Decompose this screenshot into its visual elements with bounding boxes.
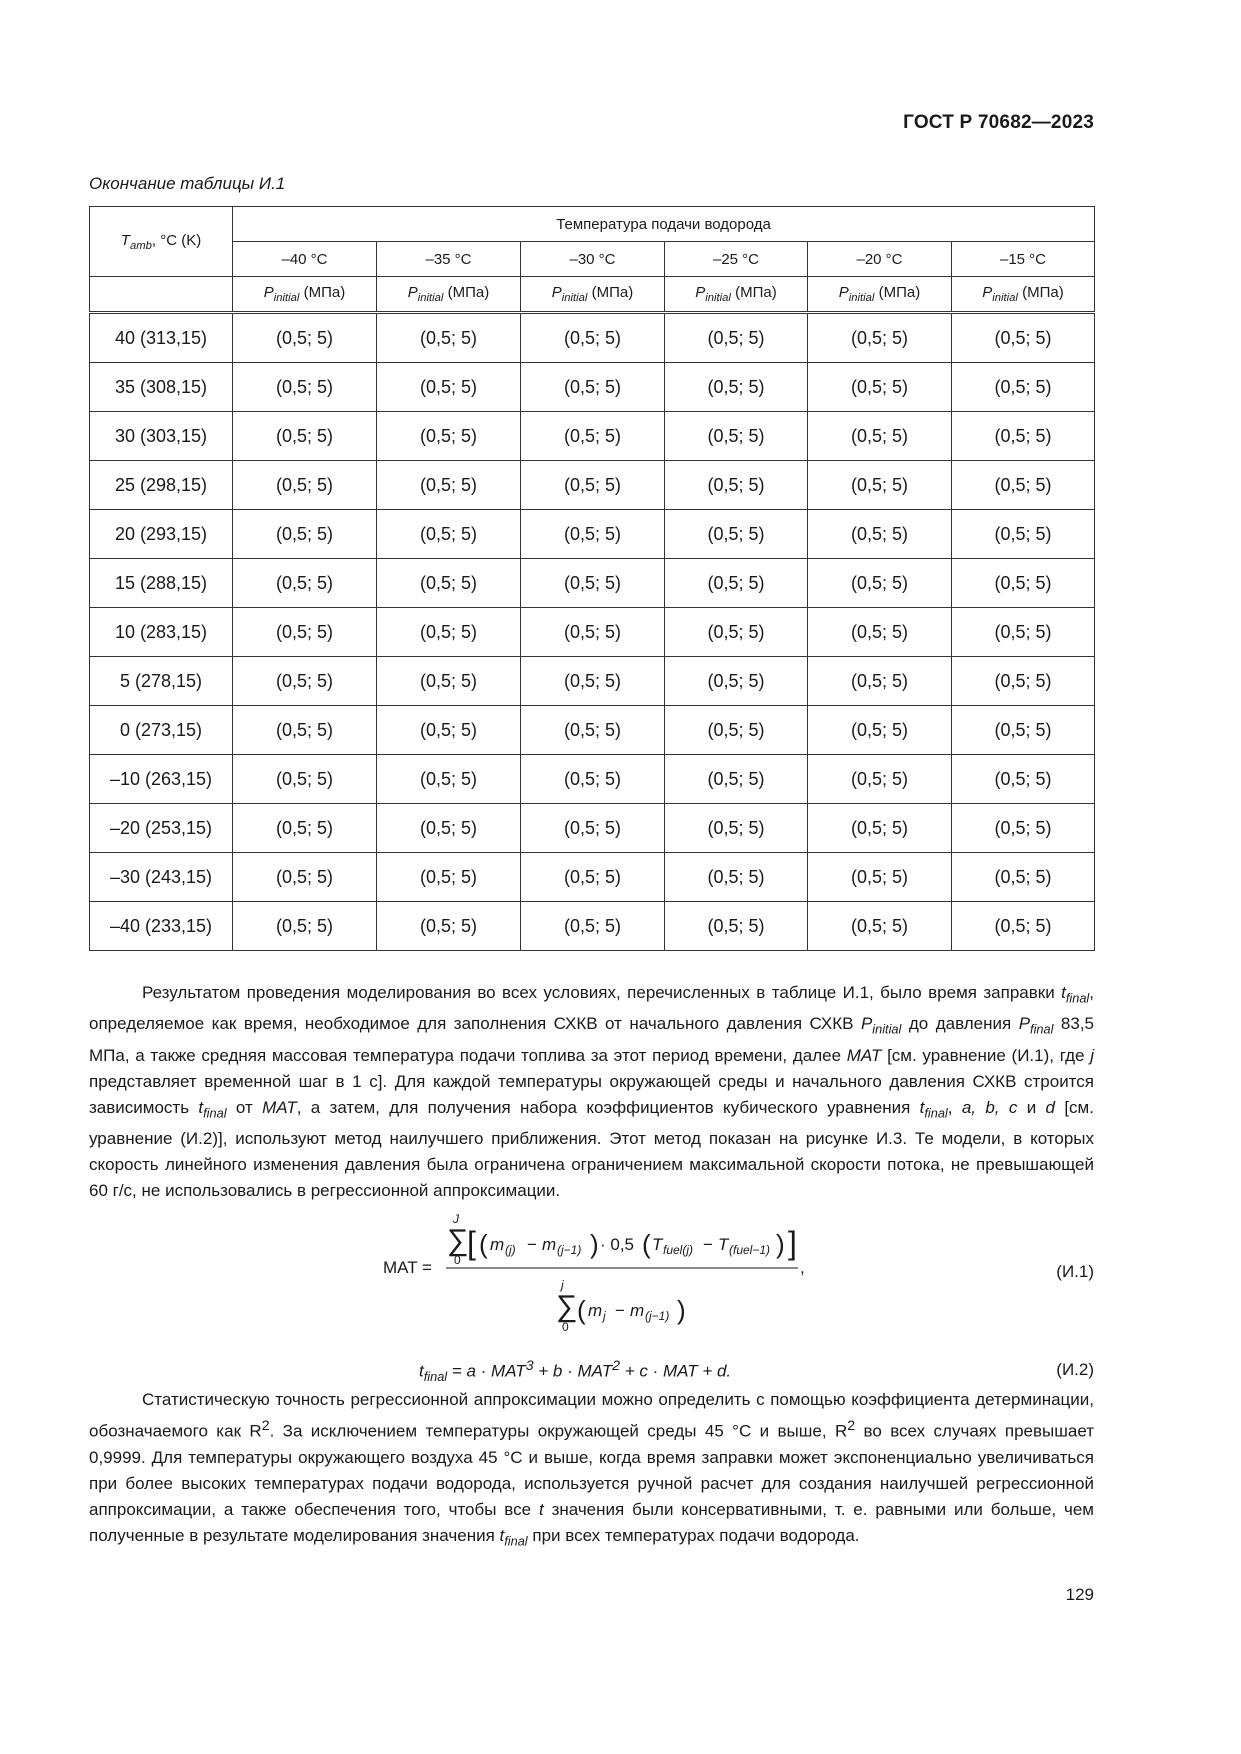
sum-lower: 0	[454, 1253, 461, 1267]
table-cell: (0,5; 5)	[233, 313, 377, 363]
table-cell: (0,5; 5)	[521, 853, 665, 902]
table-cell: (0,5; 5)	[952, 461, 1095, 510]
table-cell: (0,5; 5)	[665, 510, 808, 559]
group-header: Температура подачи водорода	[233, 207, 1095, 242]
table-cell: (0,5; 5)	[952, 657, 1095, 706]
svg-text:): )	[590, 1229, 599, 1259]
table-cell: (0,5; 5)	[808, 755, 952, 804]
svg-text:T: T	[652, 1235, 663, 1254]
table-cell: (0,5; 5)	[233, 608, 377, 657]
table-cell: (0,5; 5)	[377, 804, 521, 853]
table-cell: (0,5; 5)	[808, 853, 952, 902]
table-cell: (0,5; 5)	[808, 461, 952, 510]
table-cell: (0,5; 5)	[377, 559, 521, 608]
temperature-header: –20 °C	[808, 242, 952, 277]
table-cell: (0,5; 5)	[665, 902, 808, 951]
row-label: –30 (243,15)	[90, 853, 233, 902]
table-cell: (0,5; 5)	[808, 902, 952, 951]
svg-text:j: j	[561, 1278, 564, 1292]
table-row	[90, 313, 1095, 363]
table-cell: (0,5; 5)	[808, 412, 952, 461]
table-cell: (0,5; 5)	[377, 412, 521, 461]
table-cell: (0,5; 5)	[233, 902, 377, 951]
svg-text:(j−1): (j−1)	[557, 1243, 582, 1257]
table-cell: (0,5; 5)	[665, 313, 808, 363]
svg-text:−: −	[703, 1235, 713, 1254]
table-cell: (0,5; 5)	[808, 608, 952, 657]
svg-text:T: T	[718, 1235, 729, 1254]
table-cell: (0,5; 5)	[233, 461, 377, 510]
table-row	[90, 804, 1095, 853]
svg-text:): )	[776, 1229, 785, 1259]
table-cell: (0,5; 5)	[665, 706, 808, 755]
table-cell: (0,5; 5)	[377, 461, 521, 510]
data-table	[89, 206, 1095, 951]
equation-number-1: (И.1)	[1056, 1262, 1094, 1281]
table-cell: (0,5; 5)	[521, 608, 665, 657]
table-cell: (0,5; 5)	[377, 510, 521, 559]
table-cell: (0,5; 5)	[521, 510, 665, 559]
table-cell: (0,5; 5)	[808, 559, 952, 608]
table-cell: (0,5; 5)	[233, 363, 377, 412]
svg-text:m: m	[588, 1301, 603, 1320]
table-cell: (0,5; 5)	[377, 313, 521, 363]
pressure-header: $P_{initial}$ (МПа)	[521, 277, 665, 313]
table-cell: (0,5; 5)	[521, 412, 665, 461]
row-label: –40 (233,15)	[90, 902, 233, 951]
row-label: 40 (313,15)	[90, 313, 233, 363]
svg-text:m: m	[490, 1235, 505, 1254]
table-cell: (0,5; 5)	[808, 313, 952, 363]
svg-text:): )	[677, 1295, 686, 1325]
table-cell: (0,5; 5)	[377, 853, 521, 902]
table-cell: (0,5; 5)	[521, 804, 665, 853]
row-label: 30 (303,15)	[90, 412, 233, 461]
sum-upper: J	[453, 1212, 459, 1226]
table-cell: (0,5; 5)	[952, 804, 1095, 853]
paragraph-results: Результатом проведения моделирования во всех условиях, перечисленных в таблице И.1, было время заправки $t_{final}$, определяемое как время, необходимое для заполнения СХКВ от начального давления СХКВ $P_{initial}$ до давления $P_{final}$ 83,5 МПа, а также средняя массовая температура подачи топлива за этот период времени, далее MAT [см. уравнение (И.1), где j представляет временной шаг в 1 с]. Для каждой температуры окружающей среды и начального давления СХКВ строится зависимость $t_{final}$ от MAT, а затем, для получения набора коэффициентов кубического уравнения $t_{final}$, a, b, c и d [см. уравнение (И.2)], используют метод наилучшего приближения. Этот метод показан на рисунке И.3. Те модели, в которых скорость линейного изменения давления была ограничена ограничением максимальной скорости потока, не превышающей 60 г/с, не использовались в регрессионной аппроксимации.	[89, 983, 1094, 1201]
corner-header: $T_{amb}$, °C (K)	[90, 207, 233, 277]
table-cell: (0,5; 5)	[233, 706, 377, 755]
svg-text:0: 0	[562, 1320, 569, 1334]
row-label: 10 (283,15)	[90, 608, 233, 657]
svg-text:j: j	[603, 1309, 606, 1323]
table-cell: (0,5; 5)	[665, 608, 808, 657]
corner-header-blank	[90, 277, 233, 313]
temperature-header: –15 °C	[952, 242, 1095, 277]
temperature-header: –40 °C	[233, 242, 377, 277]
svg-text:(: (	[642, 1229, 651, 1259]
svg-text:−: −	[615, 1301, 625, 1320]
table-cell: (0,5; 5)	[521, 706, 665, 755]
table-cell: (0,5; 5)	[377, 657, 521, 706]
table-cell: (0,5; 5)	[521, 461, 665, 510]
svg-text:]: ]	[788, 1225, 797, 1261]
formula-tfinal: $t_{final} = a \cdot MAT^3 + b \cdot MAT^2 + c$ · MAT + d.	[419, 1358, 732, 1385]
table-row	[90, 706, 1095, 755]
table-cell: (0,5; 5)	[521, 902, 665, 951]
pressure-header: $P_{initial}$ (МПа)	[377, 277, 521, 313]
svg-text:(fuel−1): (fuel−1)	[729, 1243, 771, 1257]
table-cell: (0,5; 5)	[952, 755, 1095, 804]
table-cell: (0,5; 5)	[665, 559, 808, 608]
table-cell: (0,5; 5)	[377, 755, 521, 804]
row-label: –10 (263,15)	[90, 755, 233, 804]
temperature-header: –25 °C	[665, 242, 808, 277]
table-cell: (0,5; 5)	[521, 657, 665, 706]
table-cell: (0,5; 5)	[665, 461, 808, 510]
formula-mat	[380, 1212, 820, 1342]
table-cell: (0,5; 5)	[665, 853, 808, 902]
table-cell: (0,5; 5)	[233, 755, 377, 804]
table-cell: (0,5; 5)	[665, 755, 808, 804]
table-row	[90, 853, 1095, 902]
svg-text:(j): (j)	[505, 1243, 516, 1257]
equation-number-2: (И.2)	[1056, 1360, 1094, 1379]
table-cell: (0,5; 5)	[377, 608, 521, 657]
table-row	[90, 510, 1095, 559]
svg-text:(: (	[577, 1295, 586, 1325]
table-row	[90, 657, 1095, 706]
row-label: 35 (308,15)	[90, 363, 233, 412]
row-label: 25 (298,15)	[90, 461, 233, 510]
table-cell: (0,5; 5)	[665, 804, 808, 853]
table-cell: (0,5; 5)	[808, 804, 952, 853]
table-cell: (0,5; 5)	[952, 706, 1095, 755]
table-row	[90, 461, 1095, 510]
svg-text:m: m	[542, 1235, 557, 1254]
paren-open: (	[479, 1229, 488, 1259]
pressure-header: $P_{initial}$ (МПа)	[665, 277, 808, 313]
table-cell: (0,5; 5)	[952, 313, 1095, 363]
table-cell: (0,5; 5)	[233, 657, 377, 706]
table-cell: (0,5; 5)	[233, 412, 377, 461]
svg-text:(j−1): (j−1)	[645, 1309, 670, 1323]
table-cell: (0,5; 5)	[377, 902, 521, 951]
table-cell: (0,5; 5)	[808, 363, 952, 412]
table-row	[90, 412, 1095, 461]
svg-text:· 0,5: · 0,5	[600, 1235, 635, 1254]
pressure-header: $P_{initial}$ (МПа)	[952, 277, 1095, 313]
table-cell: (0,5; 5)	[377, 363, 521, 412]
table-cell: (0,5; 5)	[952, 608, 1095, 657]
temperature-header: –30 °C	[521, 242, 665, 277]
svg-text:−: −	[527, 1235, 537, 1254]
table-cell: (0,5; 5)	[377, 706, 521, 755]
table-cell: (0,5; 5)	[665, 657, 808, 706]
table-caption: Окончание таблицы И.1	[89, 174, 286, 193]
table-cell: (0,5; 5)	[952, 363, 1095, 412]
row-label: 0 (273,15)	[90, 706, 233, 755]
row-label: 5 (278,15)	[90, 657, 233, 706]
table-cell: (0,5; 5)	[952, 902, 1095, 951]
table-row	[90, 608, 1095, 657]
table-cell: (0,5; 5)	[521, 559, 665, 608]
table-row	[90, 755, 1095, 804]
table-cell: (0,5; 5)	[808, 510, 952, 559]
row-label: 15 (288,15)	[90, 559, 233, 608]
table-cell: (0,5; 5)	[952, 412, 1095, 461]
svg-text:∑: ∑	[556, 1290, 578, 1323]
table-cell: (0,5; 5)	[665, 363, 808, 412]
table-row	[90, 902, 1095, 951]
svg-text:,: ,	[800, 1258, 805, 1277]
formula-lhs: MAT =	[383, 1258, 432, 1277]
table-cell: (0,5; 5)	[233, 510, 377, 559]
svg-text:fuel(j): fuel(j)	[663, 1243, 694, 1257]
table-cell: (0,5; 5)	[952, 510, 1095, 559]
table-cell: (0,5; 5)	[521, 363, 665, 412]
svg-text:m: m	[630, 1301, 645, 1320]
table-cell: (0,5; 5)	[808, 706, 952, 755]
table-cell: (0,5; 5)	[521, 755, 665, 804]
table-cell: (0,5; 5)	[233, 804, 377, 853]
table-cell: (0,5; 5)	[521, 313, 665, 363]
table-row	[90, 363, 1095, 412]
table-cell: (0,5; 5)	[952, 559, 1095, 608]
table-row	[90, 559, 1095, 608]
row-label: 20 (293,15)	[90, 510, 233, 559]
bracket-open: [	[467, 1225, 476, 1261]
table-cell: (0,5; 5)	[808, 657, 952, 706]
paragraph-accuracy: Статистическую точность регрессионной аппроксимации можно определить с помощью коэффициента детерминации, обозначаемого как $R^2$. За исключением температуры окружающей среды 45 °C и выше, $R^2$ во всех случаях превышает 0,9999. Для температуры окружающего воздуха 45 °C и выше, когда время заправки может экспоненциально увеличиваться при более высоких температурах подачи водорода, используется ручной расчет для создания наилучшей регрессионной аппроксимации, а также обеспечения того, чтобы все t значения были консервативными, т. е. равными или больше, чем полученные в результате моделирования значения $t_{final}$ при всех температурах подачи водорода.	[89, 1390, 1094, 1549]
table-cell: (0,5; 5)	[665, 412, 808, 461]
pressure-header: $P_{initial}$ (МПа)	[233, 277, 377, 313]
document-id: ГОСТ Р 70682—2023	[903, 112, 1094, 133]
temperature-header: –35 °C	[377, 242, 521, 277]
row-label: –20 (253,15)	[90, 804, 233, 853]
page-number: 129	[1065, 1585, 1094, 1604]
pressure-header: $P_{initial}$ (МПа)	[808, 277, 952, 313]
table-cell: (0,5; 5)	[233, 559, 377, 608]
table-cell: (0,5; 5)	[952, 853, 1095, 902]
table-cell: (0,5; 5)	[233, 853, 377, 902]
sum-symbol: ∑	[447, 1224, 469, 1257]
